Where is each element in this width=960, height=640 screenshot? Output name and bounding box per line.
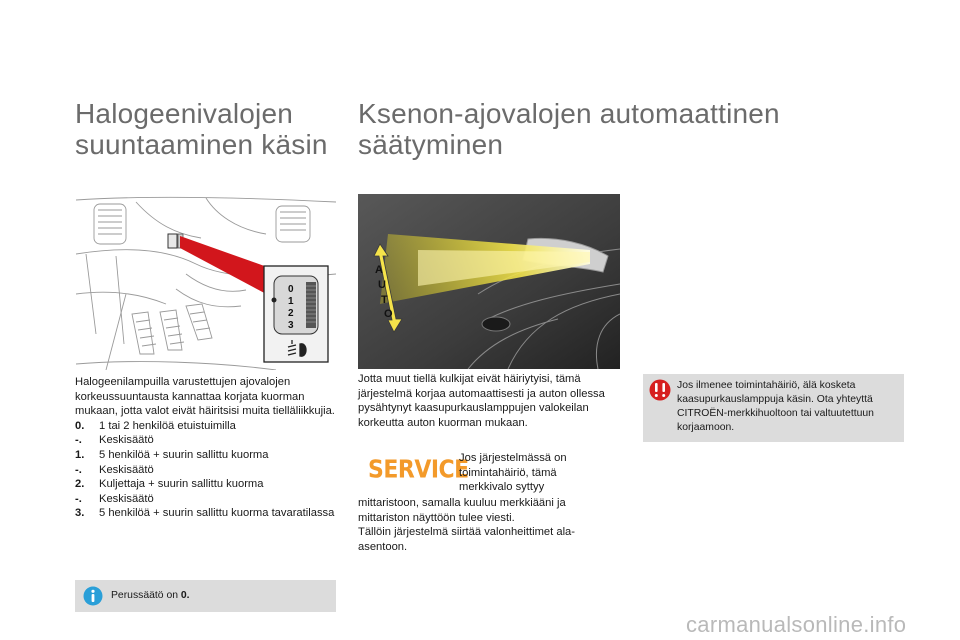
item-text: Keskisäätö <box>99 463 154 476</box>
item-text: 5 henkilöä + suurin sallittu kuorma <box>99 448 269 461</box>
item-key: 2. <box>75 478 85 491</box>
info-prefix: Perussäätö on <box>111 590 181 601</box>
info-value: 0. <box>180 590 190 601</box>
right-para-1: Jotta muut tiellä kulkijat eivät häiriytyisi, tämä järjestelmä korjaa automaattisesti ja auton ollessa pysähtynyt kaasupurkauslamppujen valokeilan korkeutta auton kuorman mukaan. <box>358 373 605 429</box>
dial-label-3: 3 <box>288 320 294 331</box>
dashboard-figure <box>76 194 336 370</box>
item-key: -. <box>75 492 82 505</box>
list-item <box>75 477 337 492</box>
dial-label-1: 1 <box>288 296 294 307</box>
para2-line-2: mittariston näyttöön tulee viesti. <box>358 511 515 524</box>
warning-box <box>643 374 904 442</box>
left-title <box>75 98 328 160</box>
right-title-line-2: säätyminen <box>358 129 504 160</box>
item-key: -. <box>75 434 82 447</box>
auto-letter-u: U <box>378 279 386 291</box>
headlight-illustration <box>358 194 620 369</box>
auto-letter-t: T <box>381 294 388 306</box>
watermark: carmanualsonline.info <box>686 612 907 637</box>
headlight-figure <box>358 194 620 369</box>
item-text: 5 henkilöä + suurin sallittu kuorma tavaratilassa <box>99 507 335 520</box>
list-item <box>75 433 337 448</box>
list-item <box>75 448 337 463</box>
list-item <box>75 463 337 478</box>
warning-text: Jos ilmenee toimintahäiriö, älä kosketa kaasupurkauslamppuja käsin. Ota yhteyttä CITROËN-merkkihuoltoon tai valtuutettuun korjaamoon. <box>677 380 874 433</box>
info-box <box>75 580 336 612</box>
item-text: 1 tai 2 henkilöä etuistuimilla <box>99 419 236 432</box>
dial-label-2: 2 <box>288 308 294 319</box>
right-title-line-1: Ksenon-ajovalojen automaattinen <box>358 98 780 129</box>
dial-label-0: 0 <box>288 284 294 295</box>
info-icon <box>83 586 103 606</box>
right-para-2 <box>358 496 620 554</box>
service-warning-light: SERVICE <box>368 456 469 484</box>
item-key: 0. <box>75 419 85 432</box>
item-text: Keskisäätö <box>99 492 154 505</box>
para2-line-3: Tällöin järjestelmä siirtää valonheittimet ala- <box>358 526 576 539</box>
item-text: Keskisäätö <box>99 434 154 447</box>
left-title-line-2: suuntaaminen käsin <box>75 129 328 160</box>
left-intro: Halogeenilampuilla varustettujen ajovalojen korkeussuuntausta kannattaa korjata kuorman mukaan, jotta valot eivät häiritsisi muita tielläliikkujia. <box>75 376 335 418</box>
item-key: 1. <box>75 448 85 461</box>
para2-line-4: asentoon. <box>358 540 408 553</box>
list-item <box>75 492 337 507</box>
para2-line-1: mittaristoon, samalla kuuluu merkkiääni ja <box>358 497 566 509</box>
service-text <box>459 451 619 495</box>
item-text: Kuljettaja + suurin sallittu kuorma <box>99 478 264 491</box>
info-text <box>111 589 190 603</box>
left-title-line-1: Halogeenivalojen <box>75 98 294 129</box>
right-title <box>358 98 780 160</box>
list-item <box>75 506 337 521</box>
auto-letter-o: O <box>384 308 393 320</box>
service-line-3: merkkivalo syttyy <box>459 481 545 494</box>
item-key: -. <box>75 463 82 476</box>
service-line-2: toimintahäiriö, tämä <box>459 466 557 479</box>
left-body <box>75 375 337 521</box>
item-key: 3. <box>75 507 85 520</box>
load-settings-list <box>75 419 337 521</box>
service-line-1: Jos järjestelmässä on <box>459 452 567 464</box>
list-item <box>75 419 337 434</box>
dashboard-illustration <box>76 194 336 370</box>
auto-letter-a: A <box>375 264 383 276</box>
warning-icon <box>648 379 672 401</box>
